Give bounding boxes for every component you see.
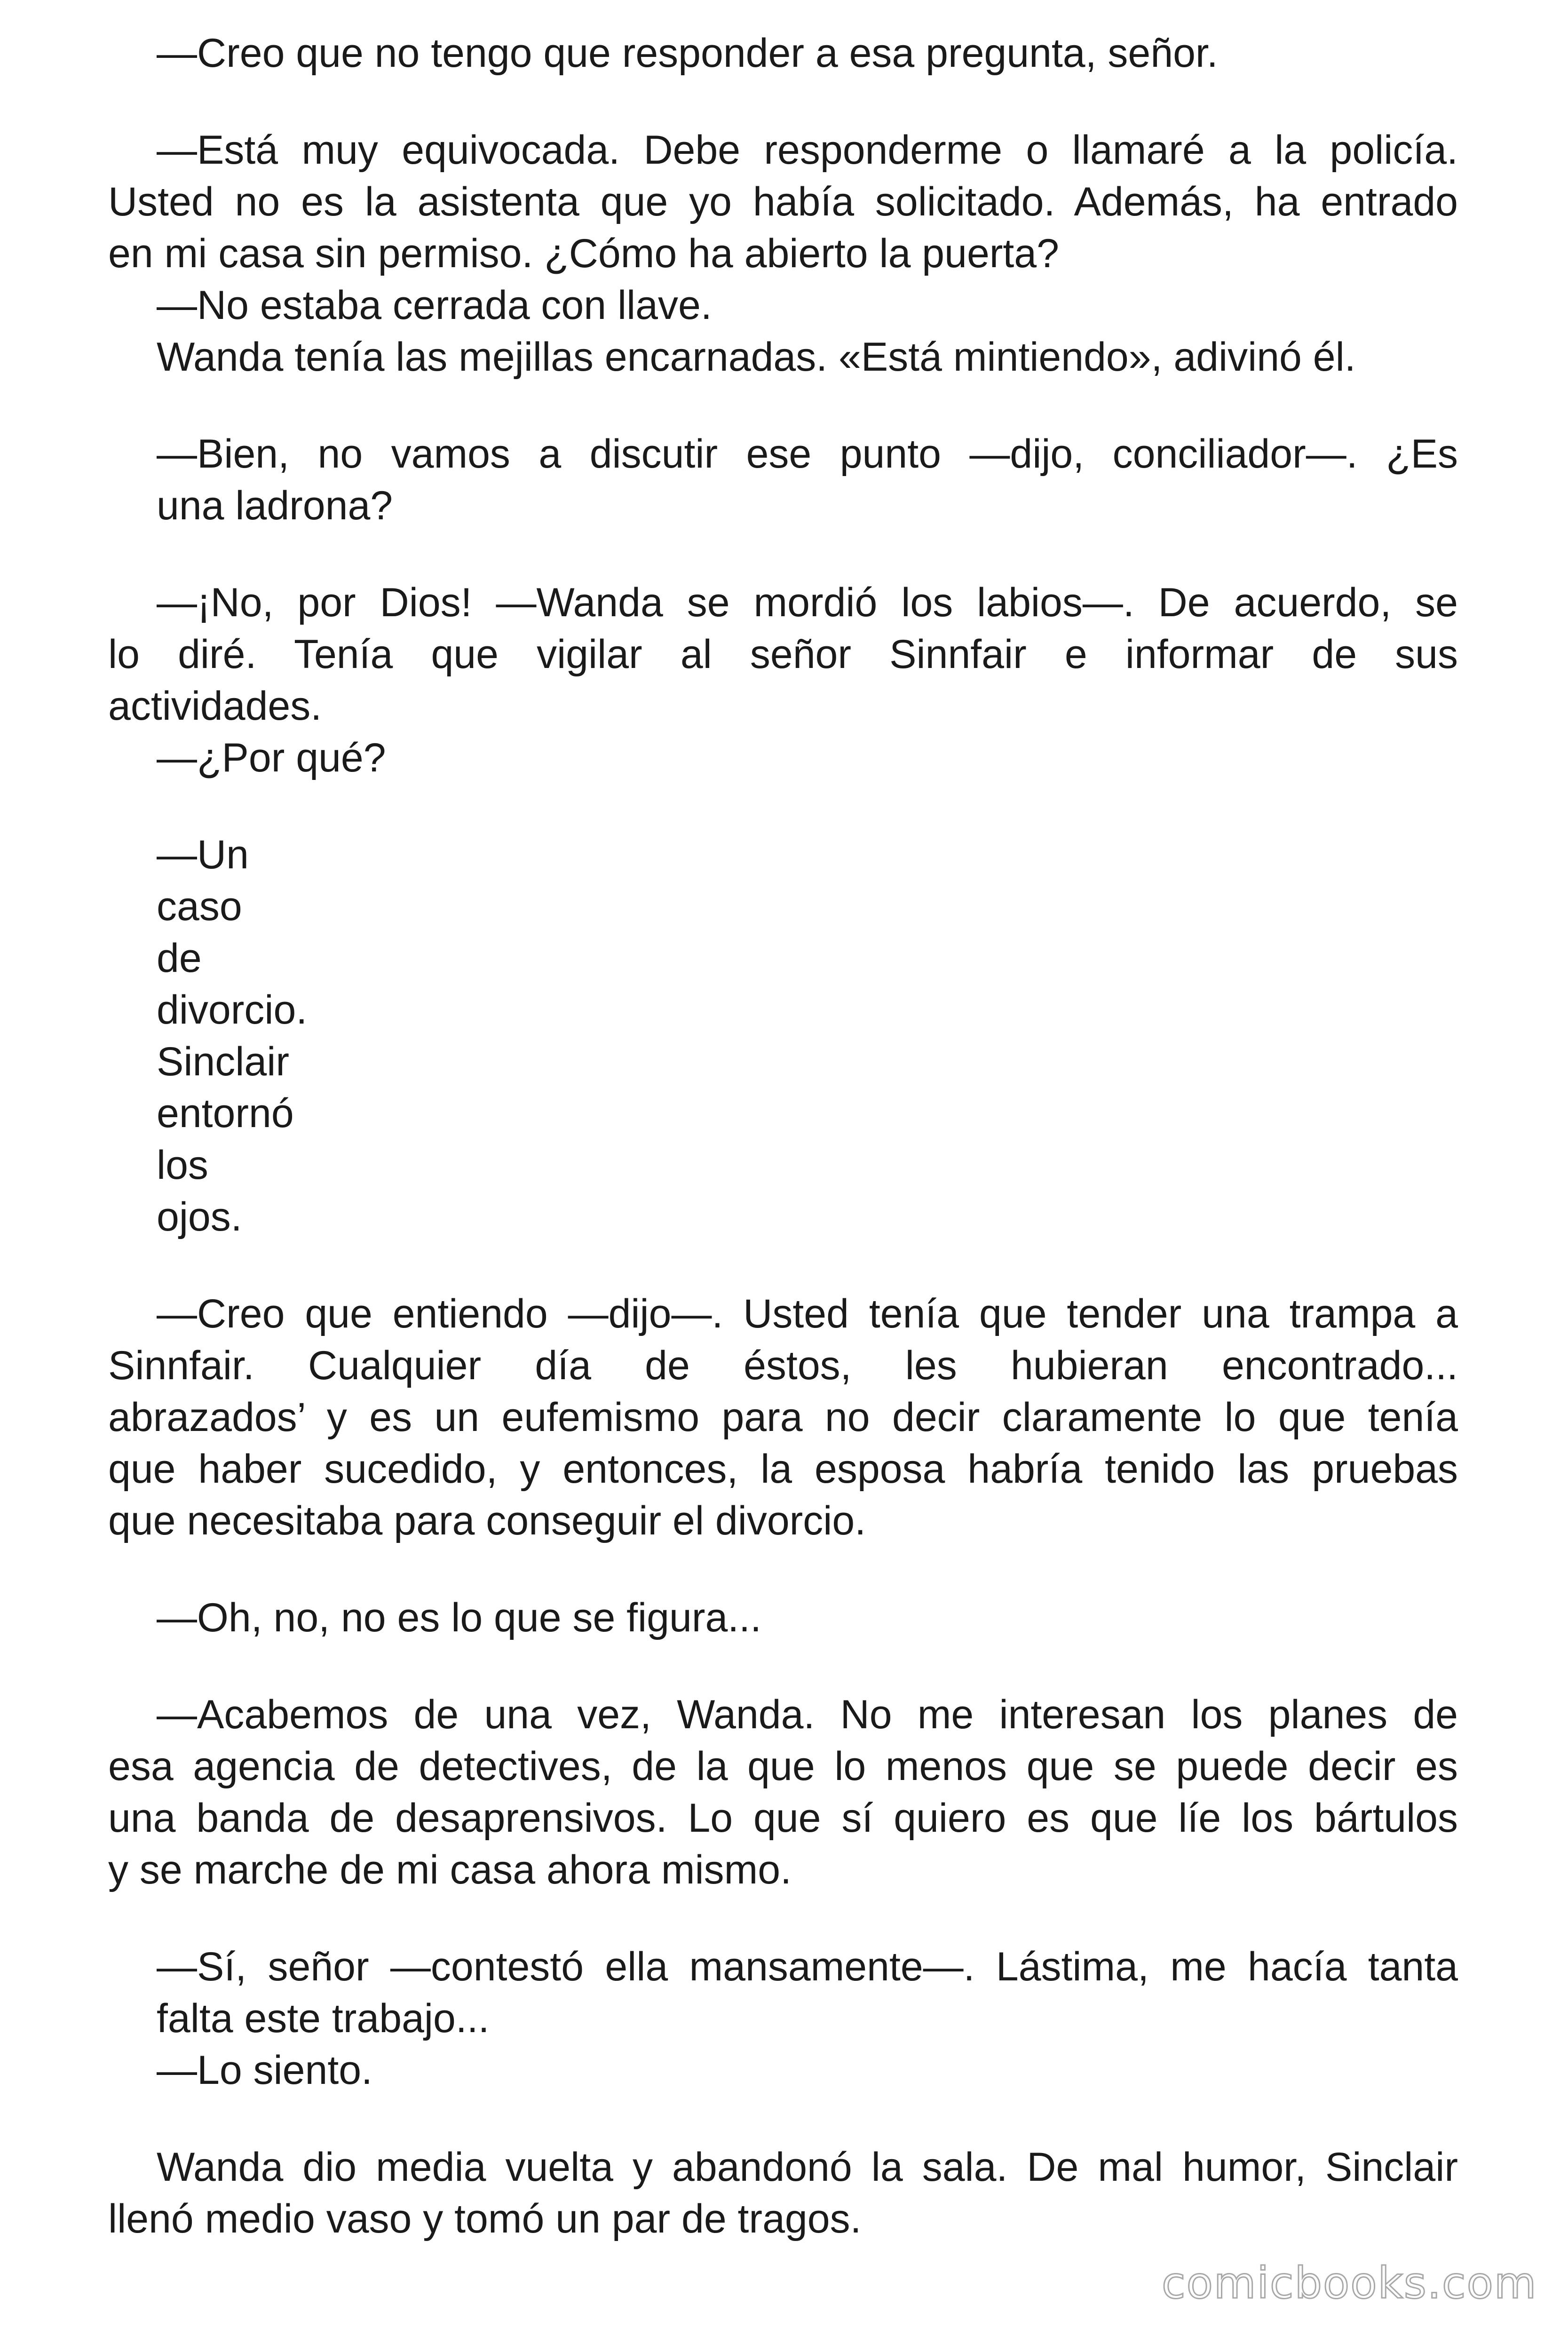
- text-line: Usted no es la asistenta que yo había solicitado. Además, ha entrado: [108, 179, 1458, 224]
- watermark-logo: comicbooks.com: [1162, 2258, 1537, 2308]
- text-line: —Un: [157, 832, 249, 877]
- text-line: —¿Por qué?: [157, 735, 386, 780]
- text-line: lo diré. Tenía que vigilar al señor Sinnfair e informar de sus: [108, 632, 1458, 677]
- text-line: —Oh, no, no es lo que se figura...: [157, 1595, 761, 1640]
- text-line: Sinnfair. Cualquier día de éstos, les hubieran encontrado...: [108, 1343, 1458, 1388]
- text-line: llenó medio vaso y tomó un par de tragos.: [108, 2196, 862, 2241]
- text-line: —Bien, no vamos a discutir ese punto —dijo, conciliador—. ¿Es: [157, 431, 1458, 477]
- text-line: —Lo siento.: [157, 2048, 372, 2093]
- text-line: ojos.: [157, 1194, 242, 1240]
- text-line: una banda de desaprensivos. Lo que sí quiero es que líe los bártulos: [108, 1796, 1458, 1841]
- text-line: —Creo que entiendo —dijo—. Usted tenía que tender una trampa a: [157, 1291, 1458, 1336]
- text-line: de: [157, 936, 202, 981]
- text-line: Wanda dio media vuelta y abandonó la sala. De mal humor, Sinclair: [157, 2145, 1458, 2190]
- text-line: una ladrona?: [157, 483, 393, 528]
- text-line: —Está muy equivocada. Debe responderme o llamaré a la policía.: [157, 127, 1458, 173]
- text-line: Wanda tenía las mejillas encarnadas. «Está mintiendo», adivinó él.: [157, 334, 1356, 380]
- text-line: en mi casa sin permiso. ¿Cómo ha abierto la puerta?: [108, 231, 1059, 276]
- text-line: esa agencia de detectives, de la que lo menos que se puede decir es: [108, 1744, 1458, 1789]
- text-line: Sinclair: [157, 1039, 289, 1084]
- text-line: y se marche de mi casa ahora mismo.: [108, 1847, 792, 1892]
- text-line: abrazados’ y es un eufemismo para no decir claramente lo que tenía: [108, 1395, 1458, 1440]
- text-line: —Acabemos de una vez, Wanda. No me interesan los planes de: [157, 1692, 1458, 1737]
- text-line: —Creo que no tengo que responder a esa pregunta, señor.: [157, 31, 1218, 76]
- text-line: que necesitaba para conseguir el divorcio.: [108, 1498, 866, 1543]
- text-line: divorcio.: [157, 987, 308, 1033]
- text-line: falta este trabajo...: [157, 1996, 490, 2041]
- text-line: —Sí, señor —contestó ella mansamente—. Lástima, me hacía tanta: [157, 1944, 1458, 1989]
- text-line: actividades.: [108, 683, 322, 729]
- text-line: los: [157, 1143, 208, 1188]
- text-line: que haber sucedido, y entonces, la esposa habría tenido las pruebas: [108, 1446, 1458, 1492]
- text-line: —No estaba cerrada con llave.: [157, 283, 712, 328]
- text-line: entornó: [157, 1091, 294, 1136]
- text-line: caso: [157, 884, 242, 929]
- text-line: —¡No, por Dios! —Wanda se mordió los labios—. De acuerdo, se: [157, 580, 1458, 625]
